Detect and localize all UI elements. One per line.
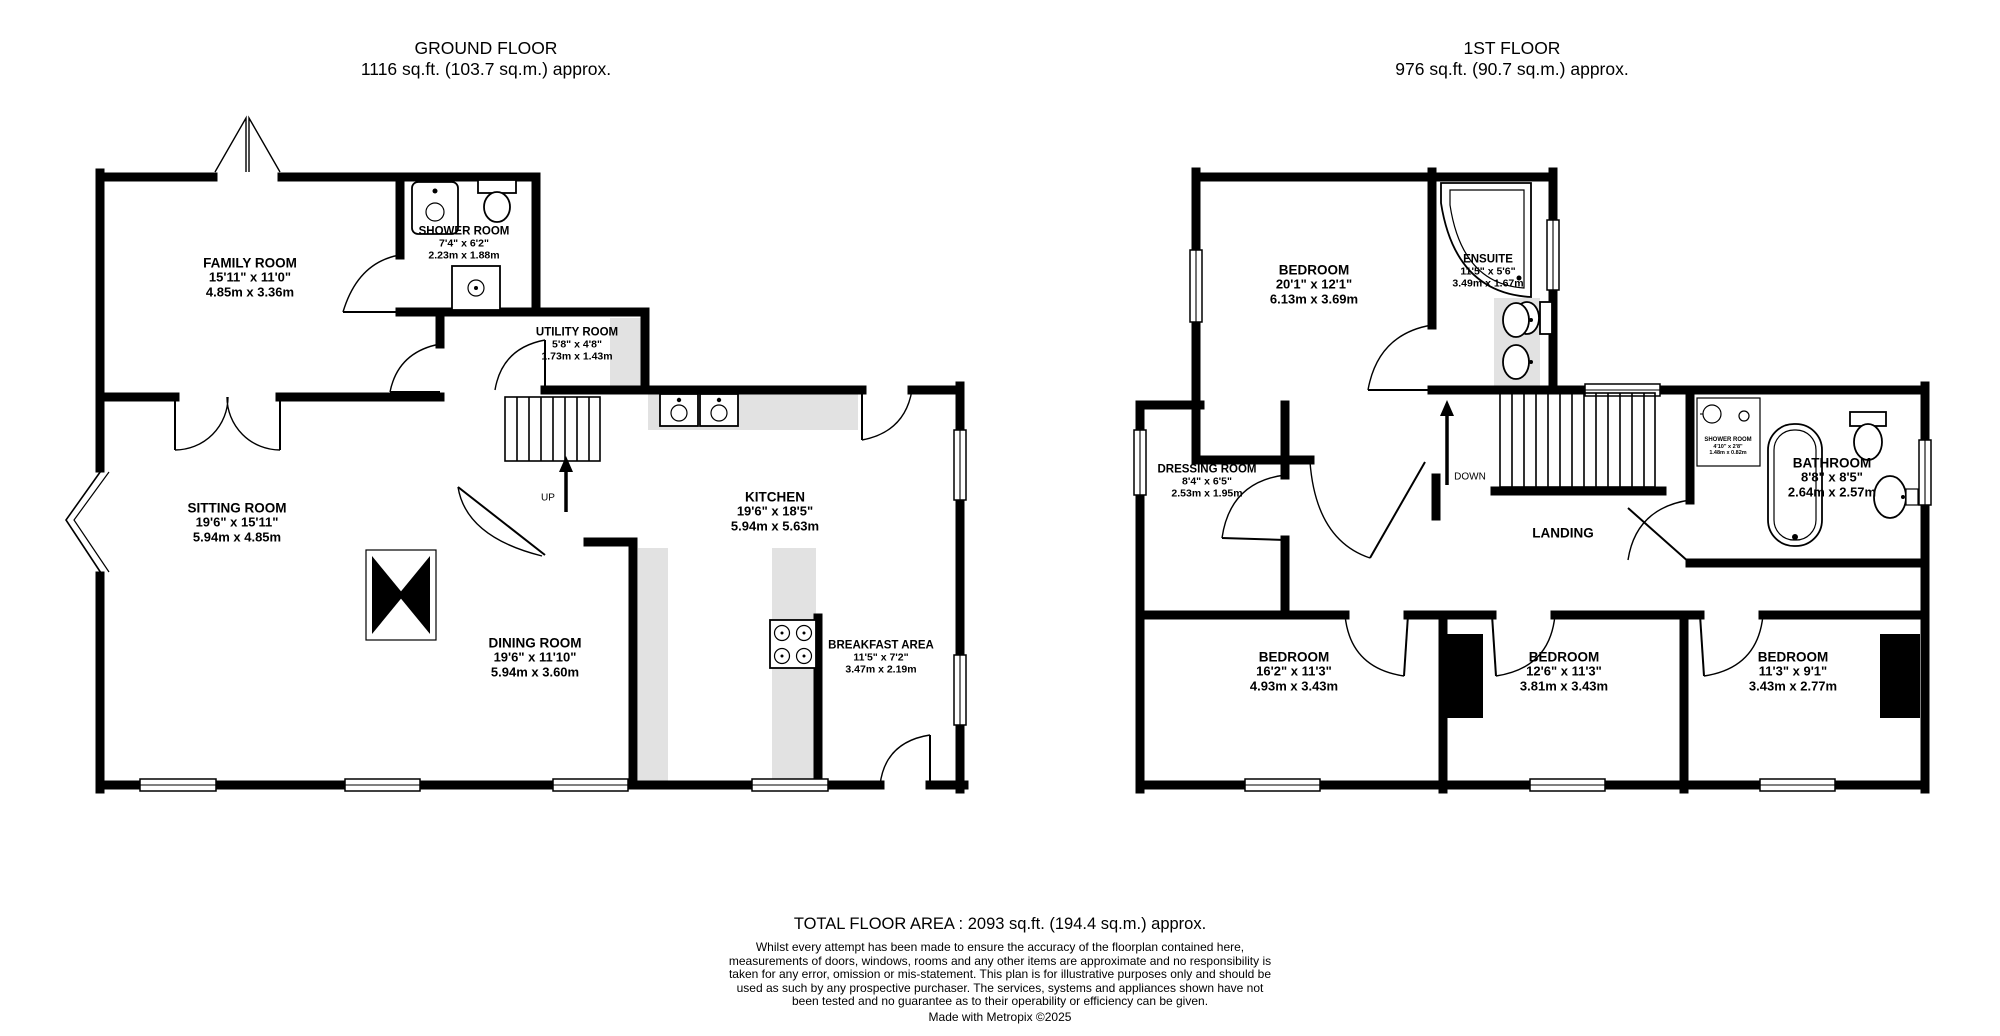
- room-label-bedroom-4: BEDROOM 11'3" x 9'1" 3.43m x 2.77m: [1748, 649, 1838, 694]
- stairs-up-label: UP: [541, 492, 555, 504]
- room-label-bedroom-1: BEDROOM 20'1" x 12'1" 6.13m x 3.69m: [1269, 262, 1359, 307]
- metropix-credit: Made with Metropix ©2025: [928, 1009, 1072, 1024]
- sink-icon: [1703, 405, 1721, 423]
- chimney-breast: [1880, 634, 1920, 718]
- room-label-shower-room: SHOWER ROOM 7'4" x 6'2" 2.23m x 1.88m: [418, 225, 510, 262]
- room-label-bathroom: BATHROOM 8'8" x 8'5" 2.64m x 2.57m: [1787, 455, 1877, 500]
- shower-icon: [452, 266, 500, 310]
- floor-area: 1116 sq.ft. (103.7 sq.m.) approx.: [360, 59, 612, 80]
- chimney-breast: [1447, 634, 1483, 718]
- room-label-shower-room-small: SHOWER ROOM 4'10" x 2'8" 1.48m x 0.82m: [1704, 437, 1752, 457]
- french-doors: [215, 118, 280, 172]
- stairs-down-label: DOWN: [1454, 471, 1486, 483]
- total-floor-area: TOTAL FLOOR AREA : 2093 sq.ft. (194.4 sq.m.) approx.: [793, 915, 1207, 933]
- room-label-kitchen: KITCHEN 19'6" x 18'5" 5.94m x 5.63m: [730, 489, 820, 534]
- room-label-sitting-room: SITTING ROOM 19'6" x 15'11" 5.94m x 4.85m: [187, 500, 287, 545]
- sink-icon: [1874, 476, 1918, 518]
- floor-name: GROUND FLOOR: [414, 38, 558, 58]
- first-floor-title: [1395, 38, 1628, 81]
- room-label-dressing-room: DRESSING ROOM 8'4" x 6'5" 2.53m x 1.95m: [1157, 463, 1257, 500]
- room-label-family-room: FAMILY ROOM 15'11" x 11'0" 4.85m x 3.36m: [203, 255, 297, 300]
- ground-floor-windows: [66, 430, 966, 791]
- toilet-icon: [1850, 412, 1886, 460]
- room-label-ensuite: ENSUITE 11'5" x 5'6" 3.49m x 1.67m: [1452, 253, 1524, 290]
- room-label-bedroom-2: BEDROOM 16'2" x 11'3" 4.93m x 3.43m: [1249, 649, 1339, 694]
- toilet-icon: [478, 180, 516, 222]
- floor-name: 1ST FLOOR: [1463, 38, 1561, 58]
- room-label-utility-room: UTILITY ROOM 5'8" x 4'8" 1.73m x 1.43m: [535, 326, 619, 363]
- bay-window: [66, 468, 109, 576]
- sink-icon: [700, 394, 738, 426]
- footer: [728, 915, 1273, 1024]
- fireplace-icon: [366, 550, 436, 640]
- floor-area: 976 sq.ft. (90.7 sq.m.) approx.: [1395, 59, 1629, 80]
- ground-floor-title: [361, 38, 611, 81]
- room-label-landing: LANDING: [1532, 525, 1594, 541]
- ground-floor-plan: [66, 118, 966, 791]
- room-label-bedroom-3: BEDROOM 12'6" x 11'3" 3.81m x 3.43m: [1519, 649, 1609, 694]
- hob-icon: [770, 620, 816, 668]
- shower-icon: [1739, 411, 1749, 421]
- disclaimer-text: Whilst every attempt has been made to ensure the accuracy of the floorplan contained here, measurements of doors, windows, rooms and any other items are approximate and no responsibility is taken for any error, omission or mis-statement. This plan is for illustrative purposes only and should be used as such by any prospective purchaser. The services, systems and appliances shown have not been tested and no guarantee as to their operability or efficiency can be given.: [728, 940, 1272, 1009]
- room-label-dining-room: DINING ROOM 19'6" x 11'10" 5.94m x 3.60m: [488, 635, 582, 680]
- sink-icon: [660, 394, 698, 426]
- room-label-breakfast-area: BREAKFAST AREA 11'5" x 7'2" 3.47m x 2.19m: [828, 639, 934, 676]
